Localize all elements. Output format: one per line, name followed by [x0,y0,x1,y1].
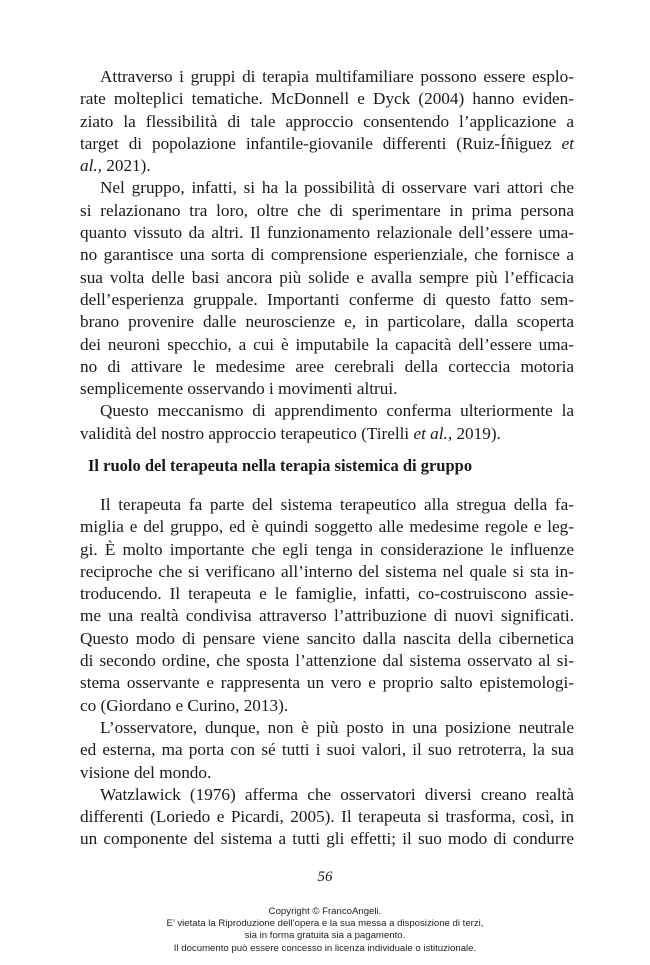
text-line: sua volta delle basi ancora più solide e avalla sempre più l’efficacia [80,267,574,287]
text-line: me una realtà condivisa attraverso l’attribuzione di nuovi significati. [80,606,574,626]
text-line: reciproche che si verificano all’interno del sistema nel quale si sta in- [80,561,574,581]
section-1 [80,66,574,445]
text-line: gi. È molto importante che egli tenga in considerazione le influenze [80,539,574,559]
text-line: di secondo ordine, che sposta l’attenzione dal sistema osservato al si- [80,651,574,671]
text-line: rate molteplici tematiche. McDonnell e Dyck (2004) hanno eviden- [80,89,574,109]
text-line: brano provenire dalle neuroscienze e, in particolare, dalla scoperta [80,312,574,332]
text-line: co (Giordano e Curino, 2013). [80,695,289,715]
section-heading: Il ruolo del terapeuta nella terapia sistemica di gruppo [88,456,473,475]
text-line: semplicemente osservando i movimenti altrui. [80,379,398,399]
copyright-line: Il documento può essere concesso in licenza individuale o istituzionale. [173,942,477,954]
text-line: Questo meccanismo di apprendimento conferma ulteriormente la [100,401,574,421]
copyright-line: Copyright © FrancoAngeli. [268,906,382,917]
text-line: quanto vissuto da altri. Il funzionamento relazionale dell’essere uma- [80,223,574,243]
text-line: al., 2021). [80,156,151,176]
text-line: stema osservante e rappresenta un vero e proprio salto epistemologi- [80,673,574,693]
copyright-notice [0,906,650,955]
text-line: no di attivare le medesime aree cerebrali della corteccia motoria [80,356,574,376]
text-line: Nel gruppo, infatti, si ha la possibilità di osservare vari attori che [100,178,574,198]
text-line: Watzlawick (1976) afferma che osservatori diversi creano realtà [100,784,574,804]
text-line: un componente del sistema a tutti gli effetti; il suo modo di condurre [80,829,574,849]
section-2 [80,494,574,851]
text-line: dei neuroni specchio, a cui è imputabile la capacità dell’essere uma- [80,334,574,354]
text-line: dell’esperienza gruppale. Importanti conferme di questo fatto sem- [80,289,574,309]
text-line: Il terapeuta fa parte del sistema terapeutico alla stregua della fa- [100,495,574,514]
text-line: Questo modo di pensare viene sancito dalla nascita della cibernetica [80,628,574,648]
text-line: validità del nostro approccio terapeutico (Tirelli et al., 2019). [80,423,501,443]
text-line: miglia e del gruppo, ed è quindi soggetto alle medesime regole e leg- [80,517,574,537]
text-line: differenti (Loriedo e Picardi, 2005). Il terapeuta si trasforma, così, in [80,807,574,827]
text-line: ziato la flessibilità di tale approccio consentendo l’applicazione a [80,111,574,131]
text-line: ed esterna, ma porta con sé tutti i suoi valori, il suo retroterra, la sua [80,740,574,760]
copyright-line: E’ vietata la Riproduzione dell’opera e la sua messa a disposizione di terzi, [166,918,484,930]
text-line: visione del mondo. [80,762,212,782]
text-line: target di popolazione infantile-giovanile differenti (Ruiz-Íñiguez et [80,133,574,153]
text-line: Attraverso i gruppi di terapia multifamiliare possono essere esplo- [100,67,574,86]
page-number: 56 [317,869,333,885]
text-line: no garantisce una sorta di comprensione esperienziale, che fornisce a [80,245,574,265]
text-line: L’osservatore, dunque, non è più posto in una posizione neutrale [100,717,574,737]
text-line: si relazionano tra loro, oltre che di sperimentare in prima persona [80,200,574,220]
text-line: troducendo. Il terapeuta e le famiglie, infatti, co-costruiscono assie- [80,584,574,604]
copyright-line: sia in forma gratuita sia a pagamento. [244,930,406,942]
